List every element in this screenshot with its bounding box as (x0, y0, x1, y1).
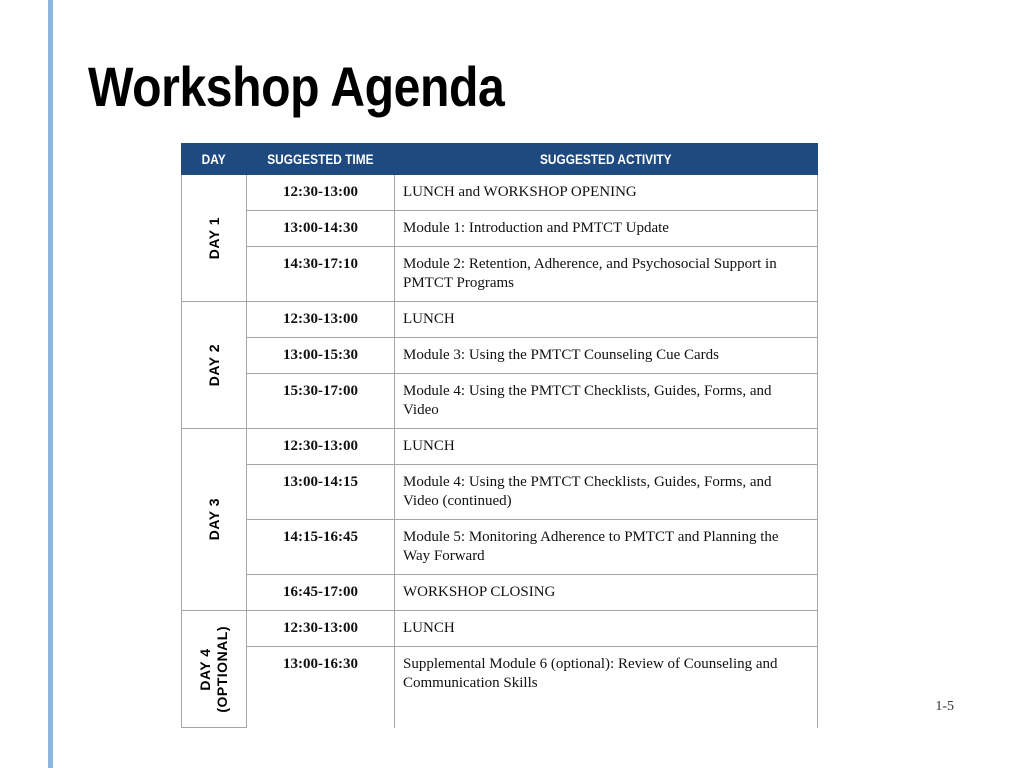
time-cell: 16:45-17:00 (247, 575, 395, 611)
agenda-row (182, 338, 818, 374)
agenda-body (182, 175, 818, 728)
agenda-row (182, 175, 818, 211)
time-cell: 13:00-14:30 (247, 211, 395, 247)
time-cell: 14:15-16:45 (247, 520, 395, 575)
day-label: DAY 4 (OPTIONAL) (197, 625, 230, 713)
agenda-row (182, 465, 818, 520)
day-cell (182, 302, 247, 429)
header-activity: SUGGESTED ACTIVITY (395, 144, 818, 175)
day-label: DAY 1 (205, 216, 222, 260)
time-cell: 12:30-13:00 (247, 429, 395, 465)
agenda-row (182, 575, 818, 611)
activity-cell: LUNCH (395, 611, 818, 647)
activity-cell: WORKSHOP CLOSING (395, 575, 818, 611)
activity-cell: LUNCH (395, 302, 818, 338)
time-cell: 14:30-17:10 (247, 247, 395, 302)
time-cell: 12:30-13:00 (247, 611, 395, 647)
time-cell: 12:30-13:00 (247, 302, 395, 338)
agenda-row (182, 302, 818, 338)
activity-cell: Module 2: Retention, Adherence, and Psychosocial Support in PMTCT Programs (395, 247, 818, 302)
activity-cell: Supplemental Module 6 (optional): Review of Counseling and Communication Skills (395, 647, 818, 728)
agenda-table (181, 143, 818, 728)
time-cell: 15:30-17:00 (247, 374, 395, 429)
activity-cell: LUNCH (395, 429, 818, 465)
header-row (182, 144, 818, 175)
agenda-row (182, 374, 818, 429)
agenda-row (182, 247, 818, 302)
day-cell (182, 429, 247, 611)
agenda-row (182, 211, 818, 247)
agenda-row (182, 429, 818, 465)
time-cell: 13:00-16:30 (247, 647, 395, 728)
day-label: DAY 3 (205, 498, 222, 541)
activity-cell: Module 1: Introduction and PMTCT Update (395, 211, 818, 247)
header-day: DAY (182, 144, 247, 175)
agenda-row (182, 611, 818, 647)
left-accent-bar (48, 0, 53, 768)
activity-cell: Module 4: Using the PMTCT Checklists, Guides, Forms, and Video (395, 374, 818, 429)
day-label: DAY 2 (205, 343, 222, 387)
activity-cell: Module 3: Using the PMTCT Counseling Cue Cards (395, 338, 818, 374)
time-cell: 12:30-13:00 (247, 175, 395, 211)
agenda-row (182, 647, 818, 728)
header-time: SUGGESTED TIME (247, 144, 395, 175)
time-cell: 13:00-14:15 (247, 465, 395, 520)
time-cell: 13:00-15:30 (247, 338, 395, 374)
page-number: 1-5 (935, 699, 954, 714)
slide-title: Workshop Agenda (88, 55, 505, 118)
day-cell (182, 611, 247, 728)
activity-cell: Module 5: Monitoring Adherence to PMTCT and Planning the Way Forward (395, 520, 818, 575)
agenda-row (182, 520, 818, 575)
activity-cell: Module 4: Using the PMTCT Checklists, Guides, Forms, and Video (continued) (395, 465, 818, 520)
day-cell (182, 175, 247, 302)
activity-cell: LUNCH and WORKSHOP OPENING (395, 175, 818, 211)
